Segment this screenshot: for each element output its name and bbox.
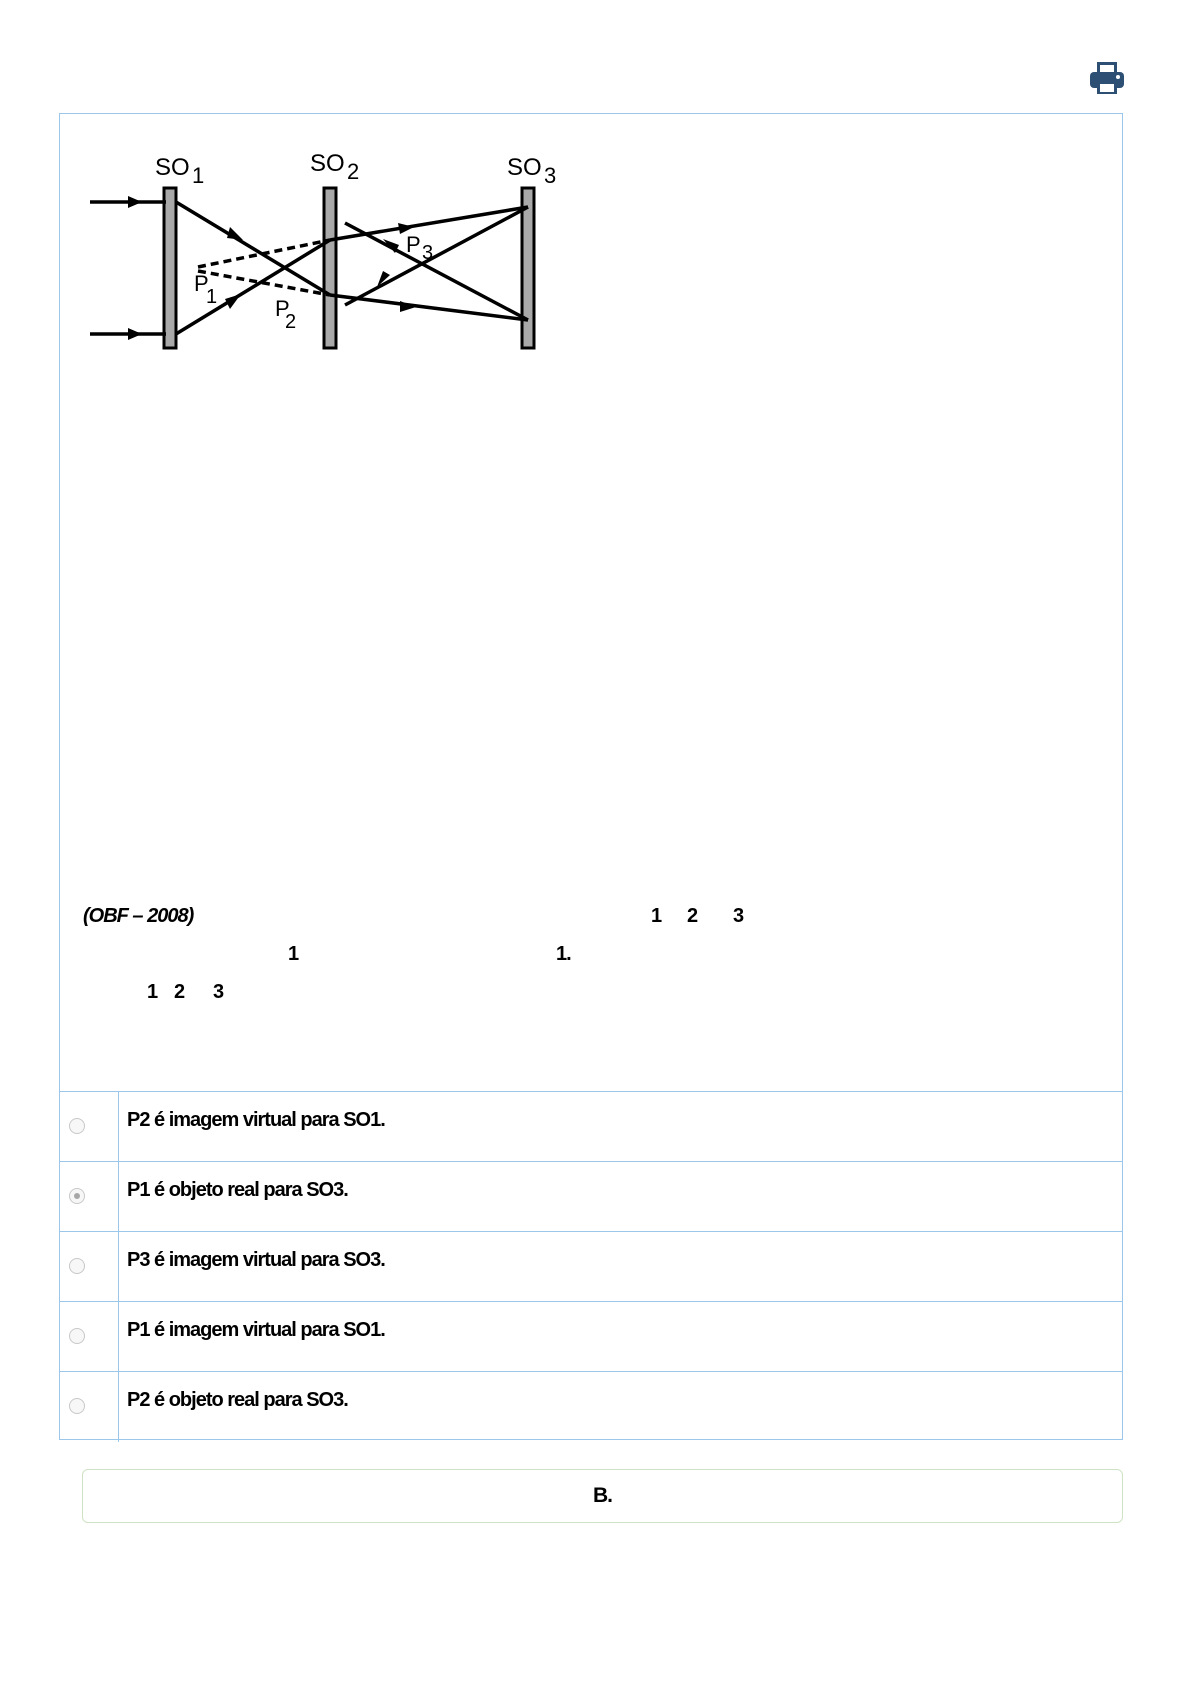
option-a[interactable]: [59, 1092, 1123, 1162]
label-p1: P: [194, 271, 209, 296]
radio-button-selected[interactable]: [69, 1188, 85, 1204]
option-d[interactable]: [59, 1302, 1123, 1372]
answer-feedback: [82, 1469, 1123, 1523]
printer-icon: [1088, 60, 1126, 96]
radio-cell: [59, 1302, 119, 1371]
label-so1: SO: [155, 154, 190, 181]
answer-options: [59, 1091, 1123, 1442]
radio-button[interactable]: [69, 1328, 85, 1344]
statement-fragment: 1: [651, 905, 662, 927]
radio-cell: [59, 1092, 119, 1161]
option-label: P1 é objeto real para SO3.: [127, 1179, 348, 1201]
option-b[interactable]: [59, 1162, 1123, 1232]
option-label: P2 é objeto real para SO3.: [127, 1389, 348, 1411]
label-p3: P: [406, 232, 421, 257]
label-so2-sub: 2: [347, 159, 360, 184]
option-label: P1 é imagem virtual para SO1.: [127, 1319, 385, 1341]
question-source: (OBF – 2008): [83, 905, 194, 927]
so2-bar: [324, 188, 336, 348]
answer-text: B.: [593, 1484, 612, 1507]
radio-button[interactable]: [69, 1118, 85, 1134]
label-so3-sub: 3: [544, 163, 557, 188]
label-so1-sub: 1: [192, 163, 205, 188]
option-label: P3 é imagem virtual para SO3.: [127, 1249, 385, 1271]
statement-fragment: 1: [288, 943, 299, 965]
so1-bar: [164, 188, 176, 348]
option-e[interactable]: [59, 1372, 1123, 1442]
statement-fragment: 2: [687, 905, 698, 927]
print-button[interactable]: [1088, 60, 1126, 96]
label-so3: SO: [507, 154, 542, 181]
radio-cell: [59, 1232, 119, 1301]
option-label: P2 é imagem virtual para SO1.: [127, 1109, 385, 1131]
statement-fragment: 3: [213, 981, 224, 1003]
radio-button[interactable]: [69, 1398, 85, 1414]
radio-cell: [59, 1372, 119, 1442]
radio-button[interactable]: [69, 1258, 85, 1274]
option-c[interactable]: [59, 1232, 1123, 1302]
label-p2-sub: 2: [285, 311, 297, 333]
label-p1-sub: 1: [206, 286, 218, 308]
label-p2: P: [275, 296, 290, 321]
statement-fragment: 1: [147, 981, 158, 1003]
statement-fragment: 3: [733, 905, 744, 927]
so3-bar: [522, 188, 534, 348]
radio-cell: [59, 1162, 119, 1231]
statement-fragment: 1.: [556, 943, 571, 965]
optics-diagram: [80, 145, 570, 360]
statement-fragment: 2: [174, 981, 185, 1003]
label-p3-sub: 3: [422, 242, 434, 264]
label-so2: SO: [310, 150, 345, 177]
